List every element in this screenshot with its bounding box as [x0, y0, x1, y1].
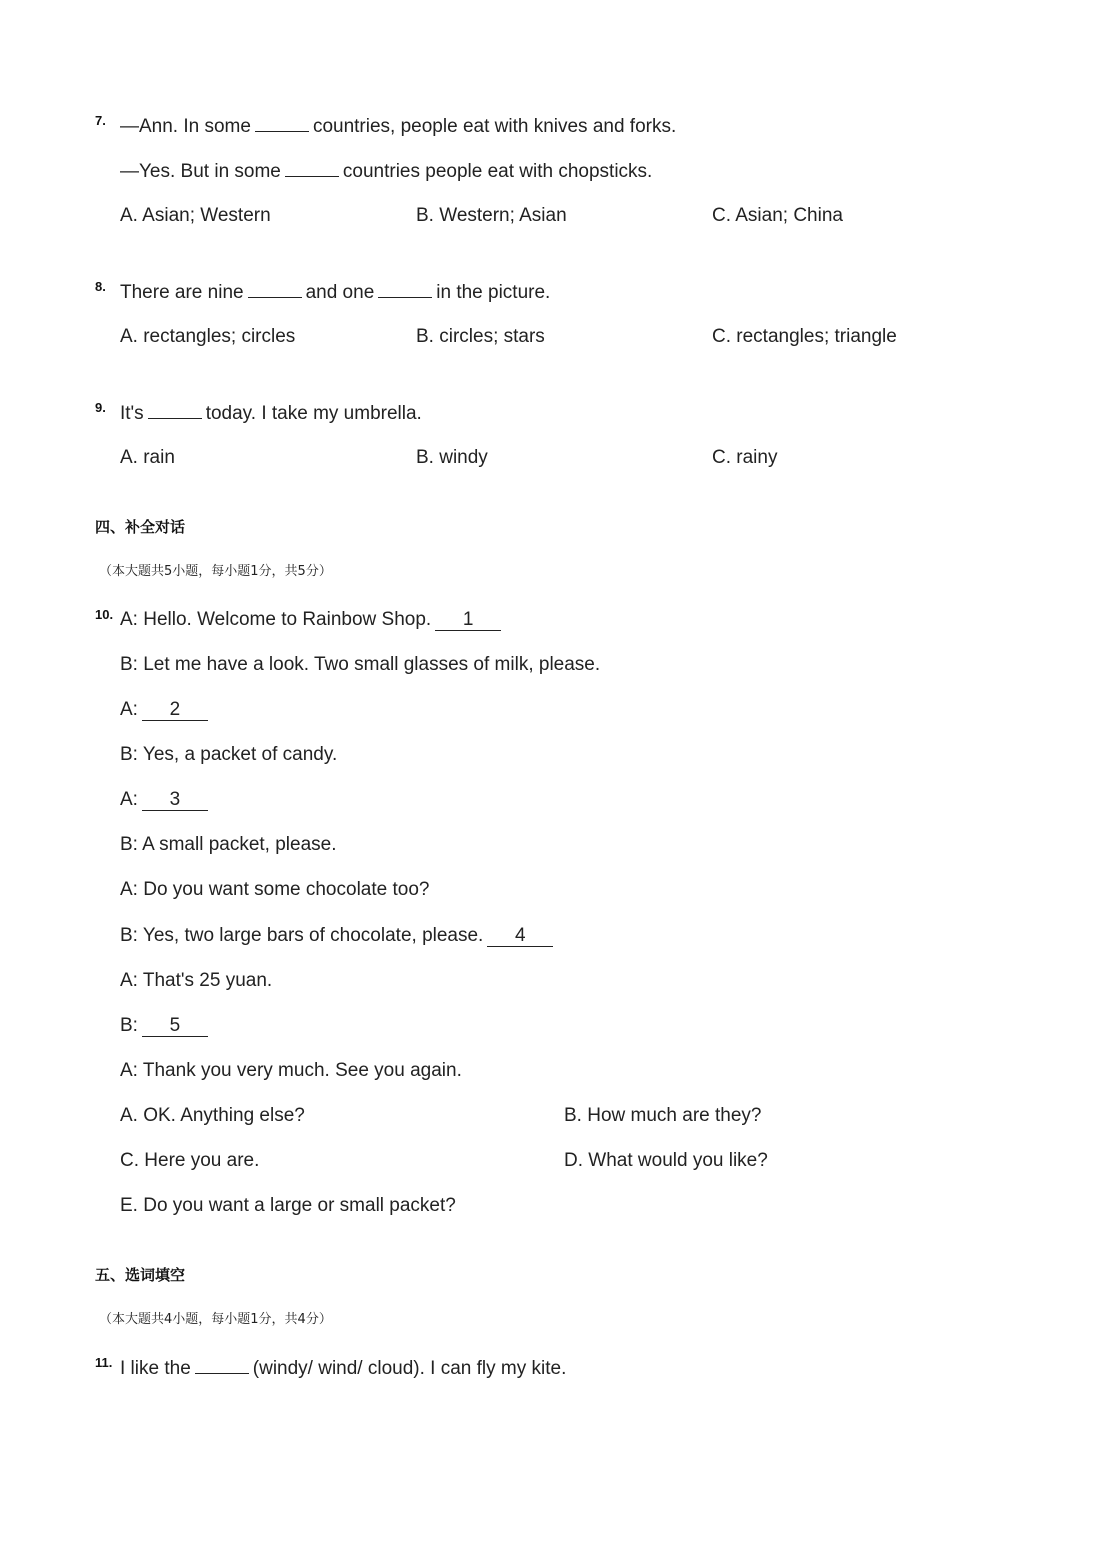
q10-line-11 — [120, 1059, 462, 1083]
section-5-title: 五、选词填空 — [95, 1266, 186, 1284]
q7-option-b: B. Western; Asian — [416, 205, 567, 226]
q10-line-2-text: B: Let me have a look. Two small glasses of milk, please. — [120, 654, 601, 675]
q10-blank-5: 5 — [142, 1016, 208, 1037]
q10-line-1-text: A: Hello. Welcome to Rainbow Shop. — [120, 609, 432, 630]
section-4-title: 四、补全对话 — [95, 518, 186, 536]
q7-line2-post: countries people eat with chopsticks. — [342, 161, 653, 182]
question-11-number: 11. — [95, 1355, 113, 1370]
q10-line-5 — [120, 788, 208, 812]
q9-blank — [148, 401, 202, 419]
q7-blank-2 — [285, 159, 339, 177]
q8-option-b: B. circles; stars — [416, 326, 545, 347]
q10-blank-4: 4 — [487, 926, 553, 947]
q10-line-9 — [120, 969, 272, 993]
q10-line-6 — [120, 833, 337, 857]
q9-option-a: A. rain — [120, 447, 175, 468]
q10-line-11-text: A: Thank you very much. See you again. — [120, 1060, 462, 1081]
section-5-subtitle: （本大题共4小题，每小题1分，共4分） — [99, 1312, 332, 1327]
q10-option-d: D. What would you like? — [564, 1150, 768, 1171]
q10-line-3-text: A: — [120, 699, 138, 720]
q10-option-b: B. How much are they? — [564, 1105, 762, 1126]
question-9-line — [120, 401, 422, 426]
q10-blank-2: 2 — [142, 700, 208, 721]
q10-line-7 — [120, 878, 429, 902]
q9-post: today. I take my umbrella. — [205, 403, 422, 424]
q7-option-c: C. Asian; China — [712, 205, 843, 226]
q10-line-5-text: A: — [120, 789, 138, 810]
q9-option-b: B. windy — [416, 447, 488, 468]
question-8-number: 8. — [95, 279, 106, 294]
q10-line-6-text: B: A small packet, please. — [120, 834, 337, 855]
q7-blank-1 — [255, 114, 309, 132]
q8-blank-2 — [378, 280, 432, 298]
q10-line-10-text: B: — [120, 1015, 138, 1036]
q10-line-8 — [120, 924, 553, 948]
q9-pre: It's — [120, 403, 144, 424]
question-7-line-1 — [120, 114, 676, 139]
q10-option-a: A. OK. Anything else? — [120, 1105, 305, 1126]
q7-option-a: A. Asian; Western — [120, 205, 271, 226]
q10-line-2 — [120, 653, 600, 677]
q7-line2-pre: —Yes. But in some — [120, 161, 281, 182]
q9-option-c: C. rainy — [712, 447, 778, 468]
q10-line-1 — [120, 608, 501, 632]
q8-option-c: C. rectangles; triangle — [712, 326, 897, 347]
q10-line-7-text: A: Do you want some chocolate too? — [120, 879, 430, 900]
q10-line-8-text: B: Yes, two large bars of chocolate, please. — [120, 925, 484, 946]
q11-pre: I like the — [120, 1358, 191, 1379]
q10-blank-1: 1 — [435, 610, 501, 631]
q8-blank-1 — [248, 280, 302, 298]
q10-line-9-text: A: That's 25 yuan. — [120, 970, 273, 991]
question-7-number: 7. — [95, 113, 106, 128]
question-9-number: 9. — [95, 400, 106, 415]
q8-option-a: A. rectangles; circles — [120, 326, 296, 347]
question-8-line — [120, 280, 550, 305]
q8-pre: There are nine — [120, 282, 244, 303]
question-7-line-2 — [120, 159, 652, 184]
section-4-subtitle: （本大题共5小题，每小题1分，共5分） — [99, 564, 332, 579]
q7-line1-pre: —Ann. In some — [120, 116, 251, 137]
q10-option-e: E. Do you want a large or small packet? — [120, 1195, 456, 1216]
q10-line-4-text: B: Yes, a packet of candy. — [120, 744, 338, 765]
q10-line-4 — [120, 743, 337, 767]
q10-line-10 — [120, 1014, 208, 1038]
question-11-line — [120, 1356, 566, 1381]
q8-post: in the picture. — [436, 282, 551, 303]
q10-option-c: C. Here you are. — [120, 1150, 260, 1171]
q10-line-3 — [120, 698, 208, 722]
q7-line1-post: countries, people eat with knives and forks. — [312, 116, 677, 137]
question-10-number: 10. — [95, 607, 114, 622]
q11-blank — [195, 1356, 249, 1374]
q10-blank-3: 3 — [142, 790, 208, 811]
q11-post: (windy/ wind/ cloud). I can fly my kite. — [252, 1358, 567, 1379]
q8-mid: and one — [305, 282, 375, 303]
